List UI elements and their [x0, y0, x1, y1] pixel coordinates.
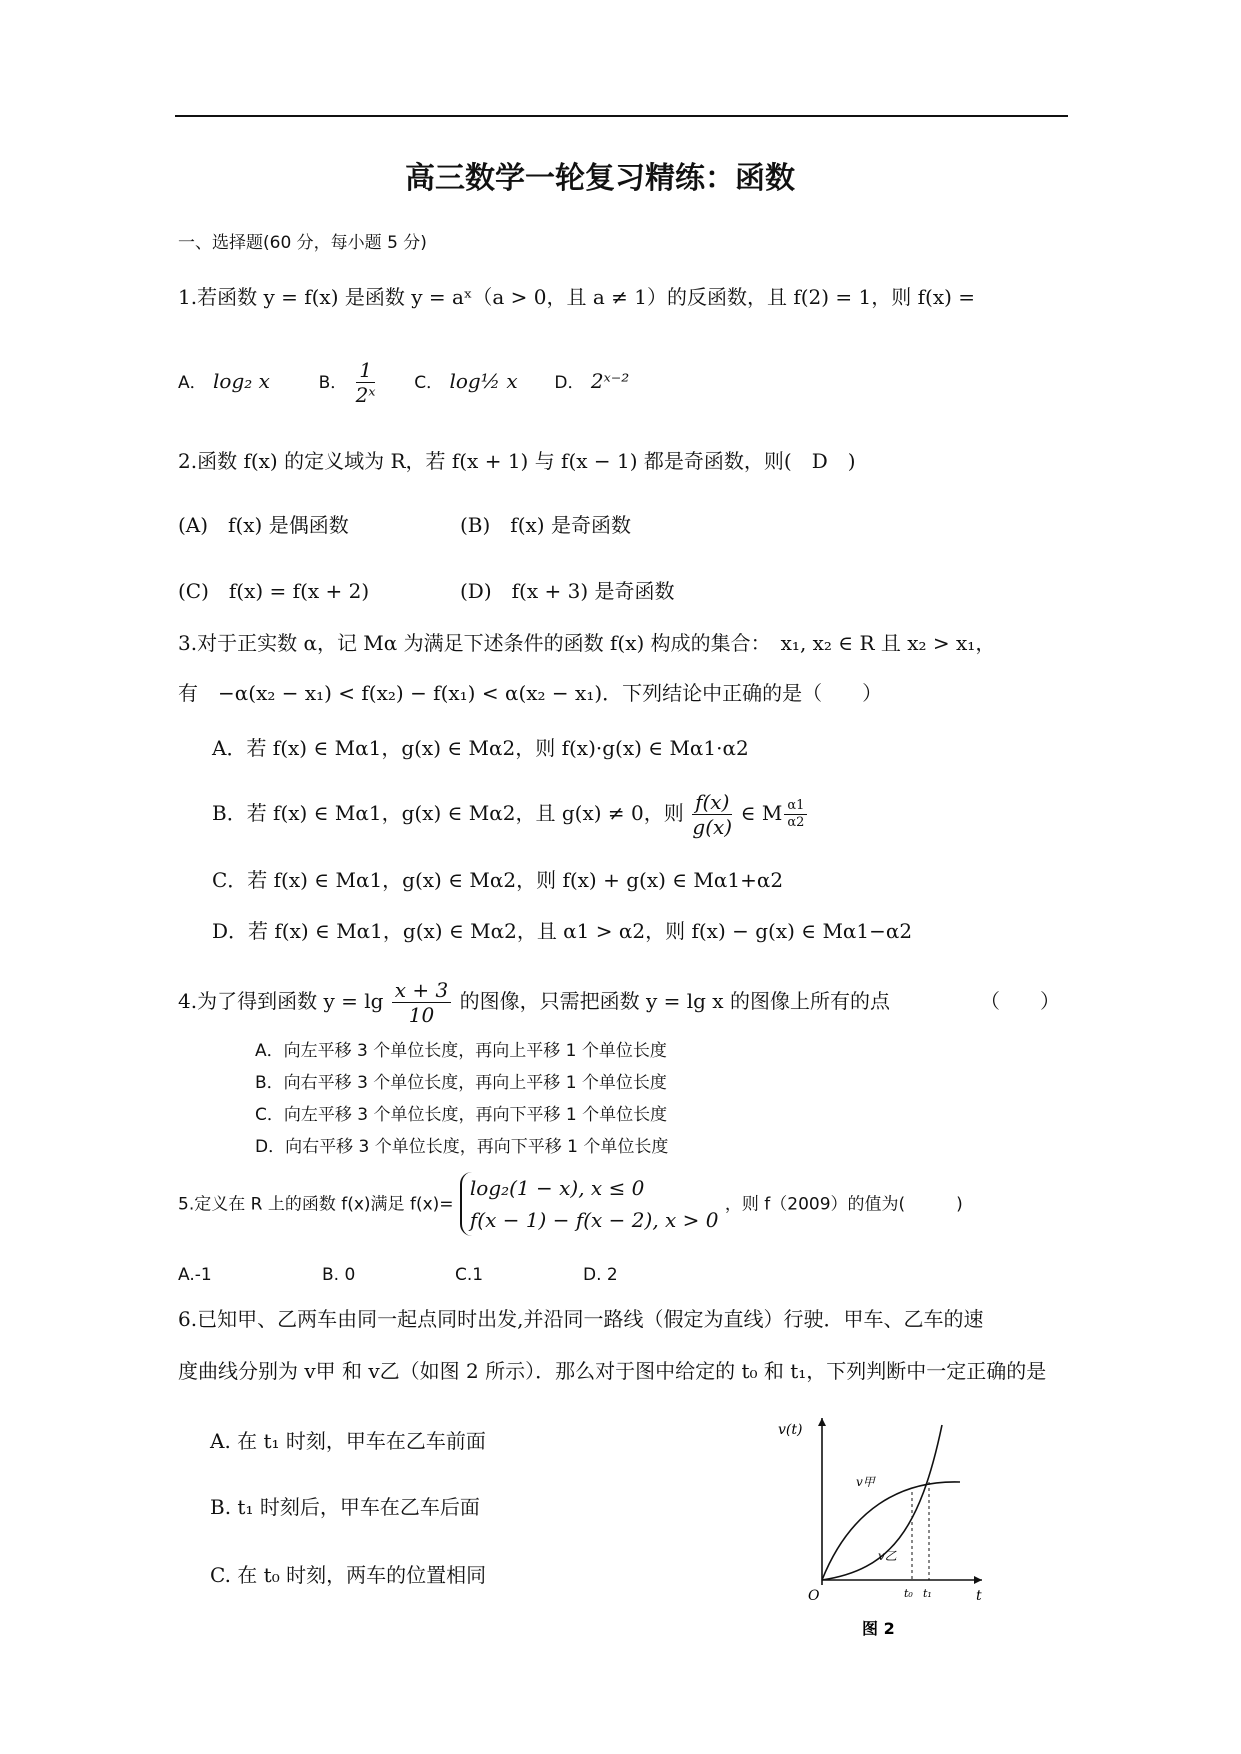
q2-c: (C) f(x) = f(x + 2) [178, 579, 370, 603]
q5-b: B. 0 [322, 1265, 356, 1285]
q4-paren: （ ） [980, 989, 1060, 1013]
q3-b-text: B．若 f(x) ∈ Mα1，g(x) ∈ Mα2，且 g(x) ≠ 0，则 [212, 801, 684, 825]
q3-a: A．若 f(x) ∈ Mα1，g(x) ∈ Mα2，则 f(x)·g(x) ∈ Mα1·α2 [212, 736, 749, 760]
q1-b-den: 2ˣ [355, 383, 376, 407]
q5-case-1: log₂(1 − x), x ≤ 0 [469, 1176, 645, 1200]
q1-options [178, 358, 629, 407]
v-yi-label: v乙 [878, 1549, 897, 1563]
q5-case-2: f(x − 1) − f(x − 2), x > 0 [469, 1208, 719, 1232]
x-axis-arrow [974, 1576, 982, 1584]
q6-b: B. t₁ 时刻后，甲车在乙车后面 [210, 1495, 480, 1519]
q1-c-label: C． [414, 373, 444, 393]
page-title: 高三数学一轮复习精练：函数 [405, 161, 795, 196]
q4-stem-pre: 4.为了得到函数 y = lg [178, 989, 384, 1013]
q5-stem-pre: 5.定义在 R 上的函数 f(x)满足 f(x)= [178, 1194, 454, 1215]
q6-stem-1: 6.已知甲、乙两车由同一起点同时出发,并沿同一路线（假定为直线）行驶．甲车、乙车的速 [178, 1307, 984, 1331]
q5-a: A.-1 [178, 1265, 212, 1285]
origin-label: O [808, 1588, 820, 1604]
q6-stem-2: 度曲线分别为 v甲 和 v乙（如图 2 所示）．那么对于图中给定的 t₀ 和 t₁，下列判断中一定正确的是 [178, 1359, 1047, 1383]
q4-frac-den: 10 [408, 1003, 435, 1027]
q5-piecewise [460, 1172, 719, 1236]
v-jia-label: v甲 [856, 1475, 875, 1489]
q4-c: C．向左平移 3 个单位长度，再向下平移 1 个单位长度 [255, 1105, 668, 1125]
q2-d: (D) f(x + 3) 是奇函数 [460, 579, 675, 603]
q3-b-num: f(x) [692, 790, 732, 815]
q4-frac-num: x + 3 [392, 978, 451, 1003]
q1-a-label: A． [178, 373, 207, 393]
q3-c: C．若 f(x) ∈ Mα1，g(x) ∈ Mα2，则 f(x) + g(x) ∈ Mα1+α2 [212, 868, 784, 892]
t1-label: t₁ [923, 1587, 932, 1600]
q3-b-post: ∈ M [740, 801, 783, 825]
y-axis-label: v(t) [778, 1422, 803, 1438]
q1-b-num: 1 [356, 358, 376, 383]
q3-b-den: g(x) [692, 815, 733, 839]
q3-stem-1: 3.对于正实数 α，记 Mα 为满足下述条件的函数 f(x) 构成的集合： x₁, x₂ ∈ R 且 x₂ > x₁， [178, 631, 996, 655]
q5-d: D. 2 [583, 1265, 618, 1285]
section-heading: 一、选择题(60 分，每小题 5 分) [178, 233, 427, 253]
q1-b-frac [356, 358, 376, 407]
x-axis-label: t [976, 1588, 982, 1604]
q1-b-label: B． [318, 373, 348, 393]
q4-frac [392, 978, 451, 1027]
q5-c: C.1 [455, 1265, 484, 1285]
q1-a: log₂ x [213, 369, 270, 393]
velocity-figure [770, 1410, 990, 1640]
q4-d: D．向右平移 3 个单位长度，再向下平移 1 个单位长度 [255, 1137, 669, 1157]
q3-b-subfrac [784, 798, 807, 831]
v-jia-curve [822, 1482, 960, 1580]
q4-b: B．向右平移 3 个单位长度，再向上平移 1 个单位长度 [255, 1073, 667, 1093]
q4-stem [178, 978, 890, 1027]
q1-d-label: D． [554, 373, 585, 393]
q4-a: A．向左平移 3 个单位长度，再向上平移 1 个单位长度 [255, 1041, 667, 1061]
t0-label: t₀ [904, 1587, 913, 1600]
q6-a: A. 在 t₁ 时刻，甲车在乙车前面 [210, 1429, 486, 1453]
y-axis-arrow [818, 1418, 826, 1426]
q3-b-frac [692, 790, 732, 839]
q2-a: (A) f(x) 是偶函数 [178, 513, 349, 537]
q1-stem: 1.若函数 y = f(x) 是函数 y = aˣ（a > 0，且 a ≠ 1）的反函数，且 f(2) = 1，则 f(x) = [178, 285, 976, 309]
q2-b: (B) f(x) 是奇函数 [460, 513, 631, 537]
q3-b-sub-num: α1 [784, 798, 807, 815]
q5-stem [178, 1172, 963, 1236]
figure-caption: 图 2 [862, 1619, 895, 1638]
q2-stem: 2.函数 f(x) 的定义域为 R，若 f(x + 1) 与 f(x − 1) 都是奇函数，则( D ) [178, 449, 856, 473]
q1-c: log½ x [449, 369, 518, 393]
top-rule [175, 115, 1068, 117]
q5-stem-post: ，则 f（2009）的值为( ) [724, 1194, 963, 1215]
q1-d: 2ˣ⁻² [590, 369, 630, 393]
q3-stem-2: 有 −α(x₂ − x₁) < f(x₂) − f(x₁) < α(x₂ − x₁)．下列结论中正确的是（ ） [178, 681, 883, 705]
q4-stem-post: 的图像，只需把函数 y = lg x 的图像上所有的点 [459, 989, 890, 1013]
q3-b [212, 790, 809, 839]
q3-d: D．若 f(x) ∈ Mα1，g(x) ∈ Mα2，且 α1 > α2，则 f(x) − g(x) ∈ Mα1−α2 [212, 919, 913, 943]
q3-b-sub-den: α2 [787, 815, 805, 830]
q6-c: C. 在 t₀ 时刻，两车的位置相同 [210, 1563, 487, 1587]
